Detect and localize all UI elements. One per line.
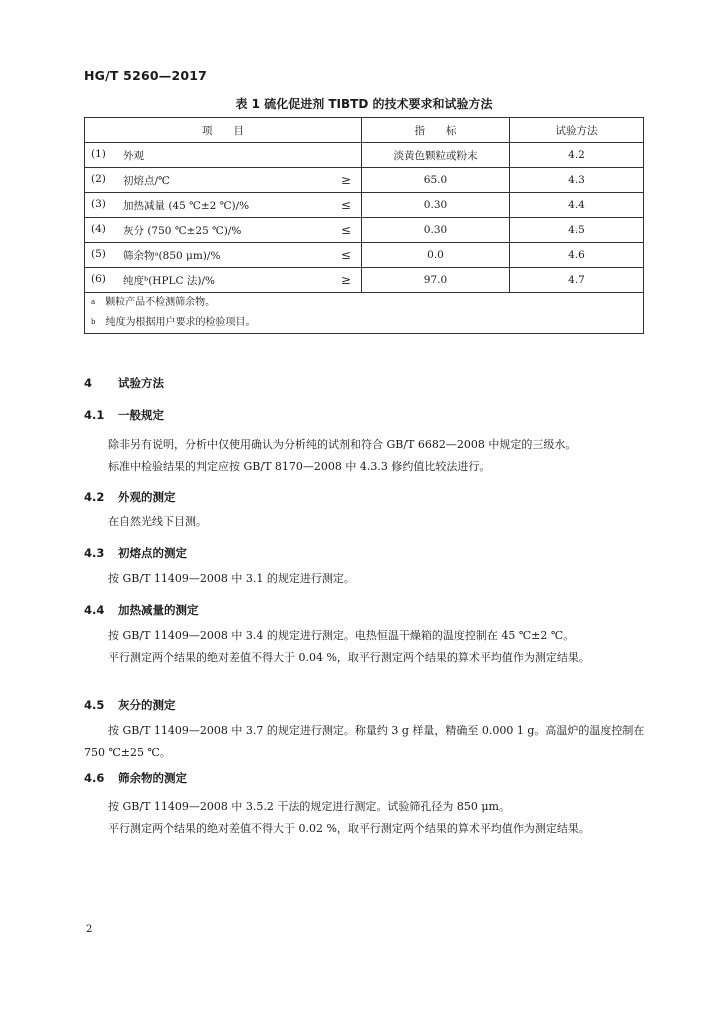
note-a: $^a$ 颗粒产品不检测筛余物。 bbox=[91, 297, 216, 308]
row-item bbox=[85, 218, 362, 243]
row-method: 4.3 bbox=[510, 168, 644, 193]
section-4-3-heading: 4.3 初熔点的测定 bbox=[84, 546, 187, 560]
table-row bbox=[85, 243, 644, 268]
section-4-1-heading: 4.1 一般规定 bbox=[84, 408, 164, 422]
comparison-sign: ≤ bbox=[340, 198, 351, 212]
section-4-3-para-1: 按 GB/T 11409—2008 中 3.1 的规定进行测定。 bbox=[108, 572, 355, 585]
section-4-2-heading: 4.2 外观的测定 bbox=[84, 490, 176, 504]
section-4-5-heading: 4.5 灰分的测定 bbox=[84, 698, 176, 712]
table-title: 表 1 硫化促进剂 TIBTD 的技术要求和试验方法 bbox=[235, 97, 493, 111]
section-4-heading: 4 试验方法 bbox=[84, 376, 164, 390]
comparison-sign: ≥ bbox=[340, 173, 351, 187]
section-4-6-para-1: 按 GB/T 11409—2008 中 3.5.2 干法的规定进行测定。试验筛孔径为 850 μm。 bbox=[108, 800, 510, 813]
table-row bbox=[85, 143, 644, 168]
section-4-1-para-1: 除非另有说明，分析中仅使用确认为分析纯的试剂和符合 GB/T 6682—2008 中规定的三级水。 bbox=[108, 438, 577, 451]
row-indicator: 97.0 bbox=[361, 268, 509, 293]
row-item bbox=[85, 168, 362, 193]
row-method: 4.4 bbox=[510, 193, 644, 218]
table-row bbox=[85, 218, 644, 243]
row-indicator: 0.30 bbox=[361, 218, 509, 243]
row-name: 筛余物ᵃ(850 μm)/% bbox=[123, 249, 221, 262]
row-number: (6) bbox=[91, 272, 106, 285]
spec-table bbox=[84, 117, 644, 334]
note-b: $^b$ 纯度为根据用户要求的检验项目。 bbox=[91, 317, 256, 328]
section-4-6-heading: 4.6 筛余物的测定 bbox=[84, 771, 187, 785]
section-4-2-para-1: 在自然光线下目测。 bbox=[108, 515, 207, 528]
row-indicator: 0.0 bbox=[361, 243, 509, 268]
table-notes bbox=[85, 293, 644, 334]
row-name: 外观 bbox=[123, 149, 144, 162]
row-item bbox=[85, 193, 362, 218]
section-4-4-para-2: 平行测定两个结果的绝对差值不得大于 0.04 %，取平行测定两个结果的算术平均值作为测定结果。 bbox=[108, 651, 590, 664]
table-header-row bbox=[85, 118, 644, 143]
table-row bbox=[85, 193, 644, 218]
row-method: 4.6 bbox=[510, 243, 644, 268]
row-item bbox=[85, 143, 362, 168]
row-number: (4) bbox=[91, 222, 106, 235]
section-4-4-heading: 4.4 加热减量的测定 bbox=[84, 603, 199, 617]
row-number: (5) bbox=[91, 247, 106, 260]
row-number: (1) bbox=[91, 147, 106, 160]
row-name: 灰分 (750 ℃±25 ℃)/% bbox=[123, 224, 242, 237]
row-method: 4.2 bbox=[510, 143, 644, 168]
section-4-5-para-1: 按 GB/T 11409—2008 中 3.7 的规定进行测定。称量约 3 g 样量，精确至 0.000 1 g。高温炉的温度控制在 750 ℃±25 ℃。 bbox=[84, 724, 645, 759]
header-indicator: 指 标 bbox=[361, 118, 509, 143]
row-indicator: 0.30 bbox=[361, 193, 509, 218]
section-4-4-para-1: 按 GB/T 11409—2008 中 3.4 的规定进行测定。电热恒温干燥箱的温度控制在 45 ℃±2 ℃。 bbox=[108, 629, 575, 642]
standard-code: HG/T 5260—2017 bbox=[84, 68, 208, 83]
header-item: 项 目 bbox=[85, 118, 362, 143]
row-item bbox=[85, 268, 362, 293]
row-item bbox=[85, 243, 362, 268]
row-name: 加热减量 (45 ℃±2 ℃)/% bbox=[123, 199, 250, 212]
row-name: 初熔点/℃ bbox=[123, 174, 170, 187]
row-indicator: 淡黄色颗粒或粉末 bbox=[361, 143, 509, 168]
table-row bbox=[85, 168, 644, 193]
row-method: 4.5 bbox=[510, 218, 644, 243]
header-method: 试验方法 bbox=[510, 118, 644, 143]
row-number: (2) bbox=[91, 172, 106, 185]
table-row bbox=[85, 268, 644, 293]
comparison-sign: ≤ bbox=[340, 223, 351, 237]
page-number: 2 bbox=[86, 924, 93, 935]
section-4-1-para-2: 标准中检验结果的判定应按 GB/T 8170—2008 中 4.3.3 修约值比较法进行。 bbox=[108, 460, 491, 473]
row-number: (3) bbox=[91, 197, 106, 210]
row-indicator: 65.0 bbox=[361, 168, 509, 193]
row-name: 纯度ᵇ(HPLC 法)/% bbox=[123, 274, 215, 287]
comparison-sign: ≥ bbox=[340, 273, 351, 287]
row-method: 4.7 bbox=[510, 268, 644, 293]
section-4-6-para-2: 平行测定两个结果的绝对差值不得大于 0.02 %，取平行测定两个结果的算术平均值作为测定结果。 bbox=[108, 822, 590, 835]
comparison-sign: ≤ bbox=[340, 248, 351, 262]
